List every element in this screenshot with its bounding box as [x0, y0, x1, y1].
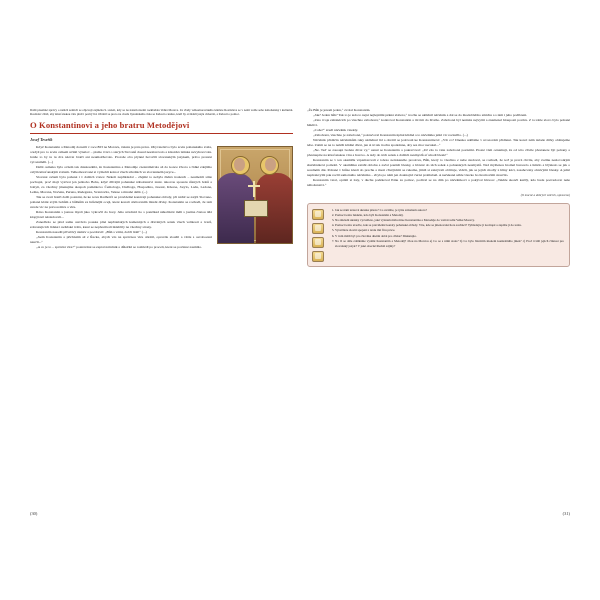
paragraph: „Zato tvoje zaháněcích po všechno zaboboná,“ kontroval Konstantin a tál tím do živého. Zaboboná byl neúnita nejvyšší a znamenal hlouposti pověru. Z ta tohle slovo bylo pohaně háklivi.: [307, 118, 570, 128]
right-page-column: [307, 108, 570, 508]
task-icon: [312, 251, 324, 262]
paragraph: Ráno Konstantin s jasnou myslí jako vykročil do hory. Jeho učedníci ho s ponělkad několikrát měli s jastina částou tělá klopýtavě následovali...: [30, 210, 212, 220]
paragraph: Další osmaka byla ovšem tak dalekosáhlá, že Konstantina a Metoděje czeznámávala až do konce života a řídké zdejšího celým křesťanským světem. Velkomoravané si vymohli koinoi všech středních ve slovanském jazyce...: [30, 164, 212, 174]
list-item: 2. Pomocí textu řekněte, kdo byli Konstantin a Metoděj.: [335, 213, 564, 218]
page-spread: [30, 108, 570, 508]
icon-illustration-cyril-methodius: [217, 146, 293, 244]
book-icon: [244, 200, 268, 217]
author-byline: Josef Teseřík: [30, 136, 53, 142]
task-icon: [312, 237, 324, 248]
source-caption: (O mocné a dobrých válcích, upraveno): [520, 192, 570, 197]
paragraph: „Jsem Konstantin a přicházím až z Řecka, abych vás na správnou víru obrátil, opravdu sloužil a vášle s osvobození naučil...“: [30, 235, 212, 245]
questions-list: [327, 208, 564, 262]
paragraph: Konstantin vstal, opráhl si šaty, v duchu poděkoval Pánu za pomoc, podíval se na dim po náčelníkovi a pokýval hlavou: „Takhle skončí každý, kdo bude pozvedovat naše náboženství.“: [307, 178, 570, 188]
figure-left-face: [234, 158, 245, 171]
paragraph: Zanedbolo se před samu otevřelo pouska plná nepřátelských kamenných a dřevěných sošek všech velikostí a tvarů, zobrazujících lidské i nelidské tváře, které se nepřestávali škleblily na všechny strany.: [30, 220, 212, 230]
task-icon: [312, 223, 324, 234]
folio-right: (31): [562, 511, 570, 516]
right-body-text: [307, 108, 570, 189]
title-divider: [30, 133, 293, 134]
preface-paragraph: Další písemné zprávy o našich zemích se objevují zejména 9. století, kdy se na našem území rozkládala Velká Morava. Za vlády velkomoravského knížete Rostislava se v zemi vedle sebe nabožensky i kulturně. Rostislav chtěl, aby křesťanskou víru plnil i pevný lid. Obrátil se proto na císaře byzantského Jana se žádostí o kněze, kteří by ovládali jazyk církevní, a žádosti o pomoc.: [30, 108, 293, 117]
paragraph: „Jak? Jeden bůh? Tak to je teda to nejsi nejlepšími pěkná slabota,“ trochu se uklidnil náčelník a dal se do škodoblebho smíchu a s ním i jeho podřízení.: [313, 113, 528, 118]
cross-icon: [253, 181, 255, 197]
page-title: O Konstantinovi a jeho bratru Metodějovi: [30, 120, 190, 131]
list-item: 5. Vysvětlete slovní spojení z textu mít firu práce.: [335, 228, 564, 233]
paragraph: Konstantin se v ten okamžik vzpamatovali z tohoto nečekaného proslovu, Bůh, který to všechno z nebe sledoval, se rozhodl, že ted' je pravá chvíle, aby svému neslovotkým služebníkovi pomohl. V okamžiku zatáhl oblohu a začal pouštět blesky, a hlavně do těch sošek a pohanských nesmyslů. Nad myšlenou hromel buracelo a hmělo a blýskalo se jak o soudném dni. Pohané v hrůze klesli do prachu a mezi chvějícími se rukama, jimiž si zakrývali obličeje, viděli, jak se jejich modly z hlíny kácí, zasahovány ohnivými blesky. A ještě nepřeskvyšší pak rozlil samotného náčelníka – zbyla po něm jen doutnající černá prohlubeň. A nečekané sáhle všecko ho hromovími sloučilo.: [307, 158, 570, 178]
left-page-column: [30, 108, 293, 508]
paragraph: Konstantin nasadil přívětivý úsměv a pozdravil: „Bůh s vámi, dobří lidé!“ (...): [36, 230, 147, 235]
paragraph: „Zaboboná, všechno je zaboboná,“ pokračoval Konstantin úplně klidně a to náčelníka ještě víc rozzuřilo. (...): [313, 133, 468, 138]
folio-left: (30): [30, 511, 38, 516]
list-item: 6. V čem míšlí byl pro člověka dnešní době pro dívku? Diskutujte.: [335, 234, 564, 239]
task-icon: [312, 209, 324, 220]
list-item: 7. Na čí se dále zdálkáme vydání Konstantin a Metoděj? Jdou na Moravu a) Co se s nimi stalo? b) Co bylo hlavním úkolem konkrétního jmen? c) Proč tvrdil jejich činnost pro slovanský jazyk? V jaké obecně hledali zájmy?: [335, 239, 564, 248]
list-item: 3. Na základě ukázky vysvětlete, jaké význam měla mise Konstantina a Metoděje do vaší úvodní Velké Moravy.: [335, 218, 564, 223]
paragraph: „Cože?“ zrudl náčelník vztekly.: [313, 128, 359, 133]
paragraph: Slované ovšem byla pohané i v dalších vrstev. Několi napříkladal – zřejmě to nebyla žádná troskách – neumohli stále pochopit, proč mají vyzívat jen jednoho Boha, když dřívější pohanské náboženství znalo takovou spoustu různých bohů a bohyň, za všechny jmenujme alespoň památkovo Čemoboga, Dažboga, Hospodina, Jasoně, Khorse, Jarylo, Ladu, Ladona, Leška, Morana, Nočenu, Peruna, Radegasta, Svantovita, Velese a mnohé další. (...): [30, 174, 212, 194]
paragraph: Když Konstantin a Metoděj dorazili v roce 863 na Moravu, čekala je pára práce. Obyvatelstvo bylo zcela pohanského světa, a když pro to zcela celkem učinil výnalov – pismo tvrzí o starých Slovanů dosud neexistovalo a klasická latinka nevyhovovala. Jenže to by tu tu dva názvat bratři ani neumožňovalo. Protože oba plynně hovořili slovanským jazykem, právo pronést vyrozuměli. (...): [30, 144, 213, 164]
paragraph: „A co je to – správná víra?“ poznáváné se zeptal náčelník a důležitě se rozhlédl po proceli, které se povinné zasmálo.: [36, 245, 203, 250]
questions-icon-column: [312, 208, 323, 262]
paragraph: Náčelník přidáčin náčelníkům ruky ukládnul lid a obrátil se jedovatě ke Konstantinovi: „Víš co? Dneska uděláme v uvozovém přidánut. Tak koncí nám úslade dičky obětujeme tebe. Zatím se na to nalěží klidně dívat, jen si tě tak trochu spontánne, aby ses moc necukal...“: [307, 138, 570, 148]
list-item: 1. Jak se nám textová ukázka píšeto? Co uvádíte, je tyšte zálomem autora?: [335, 208, 564, 213]
left-body-text: [30, 145, 293, 251]
paragraph: „Že Bůh je jenom jeden,“ zvolal Konstantin.: [307, 108, 371, 112]
paragraph: Tak se svatí bratři došli poznání, že ke novu Radhošťi se pravidelně konávají pohanské obřady, při nichž se zatýti Slovane-pohané klání svým bohům a bůžkům za hrůznější oceji, které konali obětovaním mladé dívky. Konstantin se rozhodl, že tam uvede víc na pravou míru a víru.: [30, 194, 212, 209]
questions-box: [307, 203, 570, 267]
list-item: 4. Pomocí textu uveďte, kde se pravidelně konaly pohanské obřady. Víte, kde se jmenovaná hora zachází? Vyhledejte ji na mapě a zapište ji do textu.: [335, 223, 564, 228]
paragraph: „Ne. Ted' se zasoupí bodete dívat vy,“ usnul se Konstantin a pokračoval: „Už zás ta vaše zaboboná poznámí. Prosté vám oznamuji, že od této chvíle přestanete být pohany a přestaupite na křesťanskou víru a hotovo. A tady do těch sošek a dalších nesmyslů ať uhodí blesk!“: [307, 148, 570, 158]
figure-right-face: [265, 158, 276, 171]
